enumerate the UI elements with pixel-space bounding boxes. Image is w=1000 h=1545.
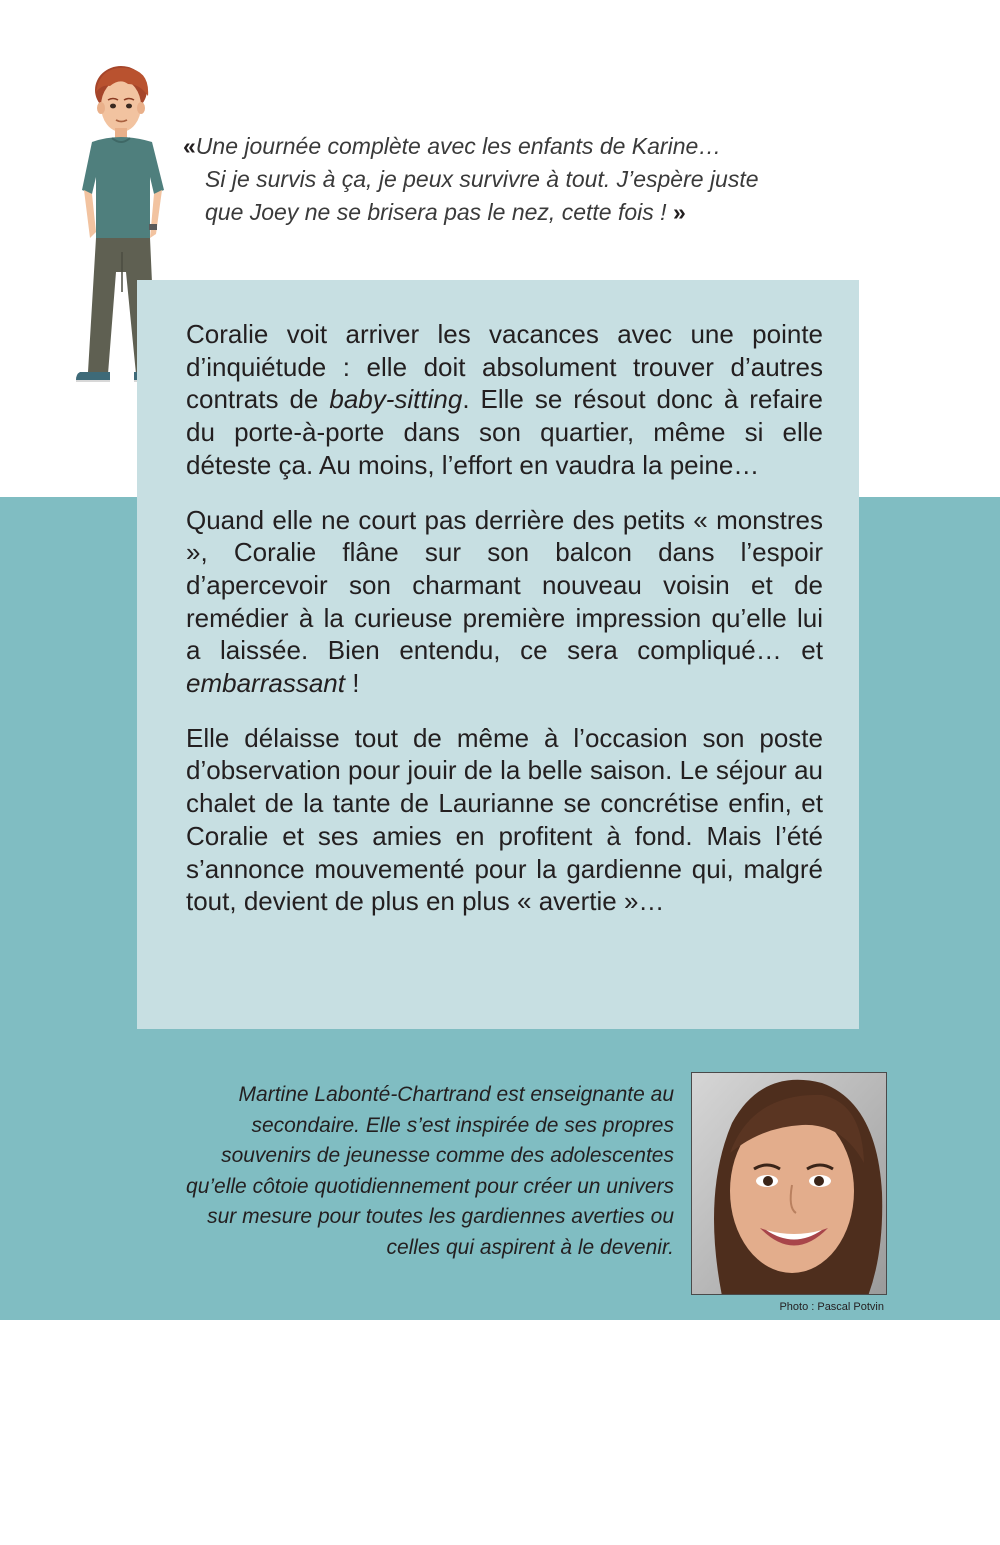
bio-line: secondaire. Elle s’est inspirée de ses propres bbox=[251, 1113, 674, 1137]
quote-line: que Joey ne se brisera pas le nez, cette fois ! » bbox=[205, 199, 686, 225]
photo-credit: Photo : Pascal Potvin bbox=[779, 1301, 884, 1313]
bio-line: Martine Labonté-Chartrand est enseignante au bbox=[238, 1083, 674, 1106]
bio-line: qu’elle côtoie quotidiennement pour créer un univers bbox=[186, 1174, 674, 1198]
quote-close-mark: » bbox=[672, 199, 686, 225]
bio-line: sur mesure pour toutes les gardiennes averties ou bbox=[207, 1205, 674, 1228]
bio-line: souvenirs de jeunesse comme des adolescentes bbox=[221, 1144, 674, 1167]
quote-line: «Une journée complète avec les enfants de Karine… bbox=[183, 133, 722, 159]
quote-open-mark: « bbox=[183, 133, 196, 159]
synopsis-paragraph-3: Elle délaisse tout de même à l’occasion son poste d’observation pour jouir de la belle saison. Le séjour au chalet de la tante de Laurianne se concrétise enfin, et Coralie et ses amies en profitent à fond. Mais l’été s’annonce mouvementé pour la gardienne qui, malgré tout, devient de plus en plus « avertie »… bbox=[186, 722, 823, 917]
synopsis-paragraph-2: Quand elle ne court pas derrière des petits « monstres », Coralie flâne sur son balcon dans l’espoir d’apercevoir son charmant nouveau voisin et de remédier à la curieuse première impression qu’elle lui a laissée. Bien entendu, ce sera compliqué… et embarrassant ! bbox=[186, 504, 823, 699]
bio-line: celles qui aspirent à le devenir. bbox=[386, 1235, 674, 1259]
author-portrait-photo bbox=[691, 1072, 887, 1295]
quote-line: Si je survis à ça, je peux survivre à tout. J’espère juste bbox=[205, 166, 759, 192]
synopsis-text bbox=[186, 318, 823, 940]
author-bio bbox=[120, 1080, 674, 1263]
author-portrait-drawing bbox=[692, 1073, 887, 1295]
back-cover-quote bbox=[183, 130, 843, 229]
synopsis-paragraph-1: Coralie voit arriver les vacances avec une pointe d’inquiétude : elle doit absolument trouver d’autres contrats de baby-sitting. Elle se résout donc à refaire du porte-à-porte dans son quartier, même si elle déteste ça. Au moins, l’effort en vaudra la peine… bbox=[186, 319, 823, 480]
